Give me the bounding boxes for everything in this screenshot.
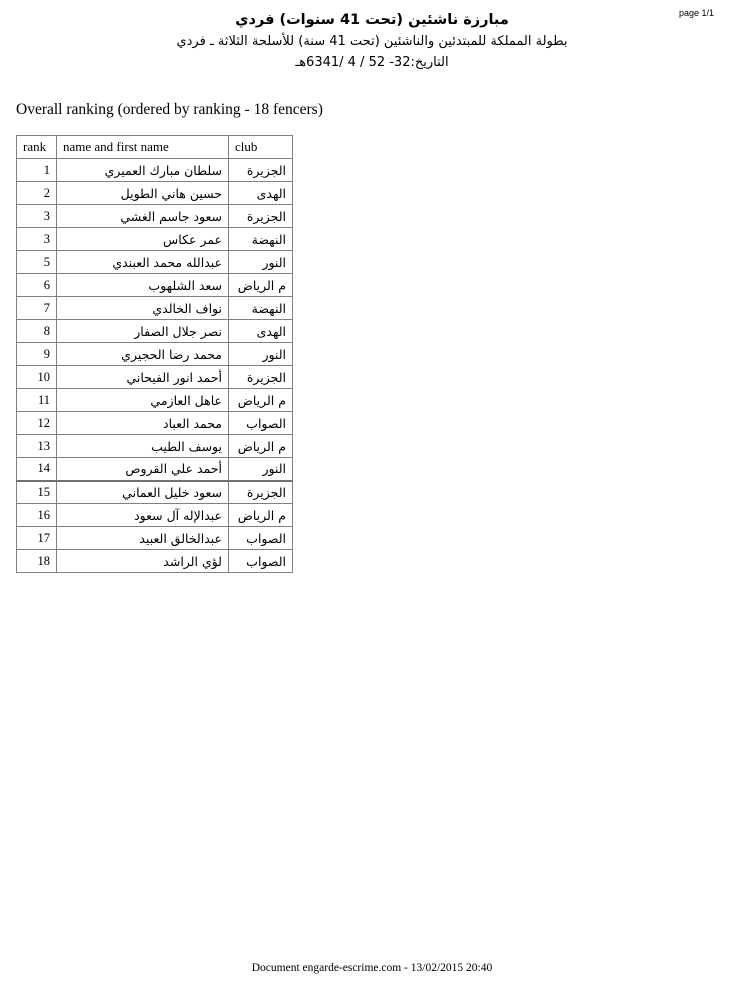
cell-name: سعود خليل العماني (57, 481, 229, 504)
cell-club: النور (229, 251, 293, 274)
column-header-club: club (229, 136, 293, 159)
cell-club: الصواب (229, 527, 293, 550)
cell-club: الجزيرة (229, 366, 293, 389)
cell-name: سعود جاسم الغشي (57, 205, 229, 228)
table-row (17, 435, 293, 458)
column-header-rank: rank (17, 136, 57, 159)
cell-name: حسين هاني الطويل (57, 182, 229, 205)
table-row (17, 274, 293, 297)
column-header-name: name and first name (57, 136, 229, 159)
cell-rank: 13 (17, 435, 57, 458)
table-row (17, 481, 293, 504)
overall-ranking-heading: Overall ranking (ordered by ranking - 18 fencers) (16, 101, 323, 118)
cell-rank: 16 (17, 504, 57, 527)
cell-club: م الرياض (229, 274, 293, 297)
table-row (17, 458, 293, 481)
table-row (17, 297, 293, 320)
cell-club: الهدى (229, 320, 293, 343)
table-row (17, 412, 293, 435)
cell-rank: 18 (17, 550, 57, 573)
cell-rank: 6 (17, 274, 57, 297)
table-row (17, 228, 293, 251)
cell-club: الجزيرة (229, 205, 293, 228)
cell-rank: 2 (17, 182, 57, 205)
cell-club: م الرياض (229, 389, 293, 412)
cell-club: الجزيرة (229, 481, 293, 504)
table-header-row (17, 136, 293, 159)
cell-rank: 14 (17, 458, 57, 481)
cell-name: سعد الشلهوب (57, 274, 229, 297)
cell-rank: 1 (17, 159, 57, 182)
cell-name: محمد رضا الحجيري (57, 343, 229, 366)
cell-club: م الرياض (229, 504, 293, 527)
cell-rank: 7 (17, 297, 57, 320)
cell-name: أحمد علي القروص (57, 458, 229, 481)
cell-name: عبدالله محمد العبندي (57, 251, 229, 274)
table-row (17, 343, 293, 366)
table-row (17, 527, 293, 550)
table-row (17, 389, 293, 412)
cell-rank: 10 (17, 366, 57, 389)
table-row (17, 504, 293, 527)
cell-rank: 17 (17, 527, 57, 550)
table-header (17, 136, 293, 159)
cell-rank: 12 (17, 412, 57, 435)
table-row (17, 366, 293, 389)
cell-name: محمد العباد (57, 412, 229, 435)
cell-name: سلطان مبارك العميري (57, 159, 229, 182)
cell-club: م الرياض (229, 435, 293, 458)
cell-rank: 8 (17, 320, 57, 343)
cell-rank: 3 (17, 228, 57, 251)
competition-date: التاريخ:23- 25 / 4 /1436هـ (295, 55, 449, 70)
cell-club: الصواب (229, 550, 293, 573)
cell-rank: 5 (17, 251, 57, 274)
ranking-table-container (16, 135, 744, 573)
ranking-table (16, 135, 293, 573)
cell-rank: 15 (17, 481, 57, 504)
document-header (0, 0, 744, 73)
cell-club: النور (229, 458, 293, 481)
table-body (17, 159, 293, 573)
cell-name: نواف الخالدي (57, 297, 229, 320)
table-row (17, 182, 293, 205)
cell-name: عبدالخالق العبيد (57, 527, 229, 550)
cell-club: النور (229, 343, 293, 366)
cell-rank: 3 (17, 205, 57, 228)
cell-name: عمر عكاس (57, 228, 229, 251)
cell-name: عبدالإله آل سعود (57, 504, 229, 527)
table-row (17, 320, 293, 343)
cell-rank: 11 (17, 389, 57, 412)
cell-club: الصواب (229, 412, 293, 435)
table-row (17, 159, 293, 182)
table-row (17, 251, 293, 274)
table-row (17, 550, 293, 573)
cell-club: الجزيرة (229, 159, 293, 182)
cell-name: عاهل العازمي (57, 389, 229, 412)
competition-subtitle: بطولة المملكة للمبتدئين والناشئين (تحت 14 سنة) للأسلحة الثلاثة ـ فردي (176, 34, 568, 49)
cell-name: نصر جلال الصفار (57, 320, 229, 343)
cell-name: يوسف الطيب (57, 435, 229, 458)
page-number: page 1/1 (678, 8, 714, 18)
cell-rank: 9 (17, 343, 57, 366)
cell-name: أحمد انور الفيحاني (57, 366, 229, 389)
competition-title: مبارزة ناشئين (تحت 14 سنوات) فردي (235, 12, 509, 28)
cell-name: لؤي الراشد (57, 550, 229, 573)
document-footer: Document engarde-escrime.com - 13/02/2015 20:40 (251, 962, 493, 974)
table-row (17, 205, 293, 228)
cell-club: الهدى (229, 182, 293, 205)
cell-club: النهضة (229, 228, 293, 251)
cell-club: النهضة (229, 297, 293, 320)
